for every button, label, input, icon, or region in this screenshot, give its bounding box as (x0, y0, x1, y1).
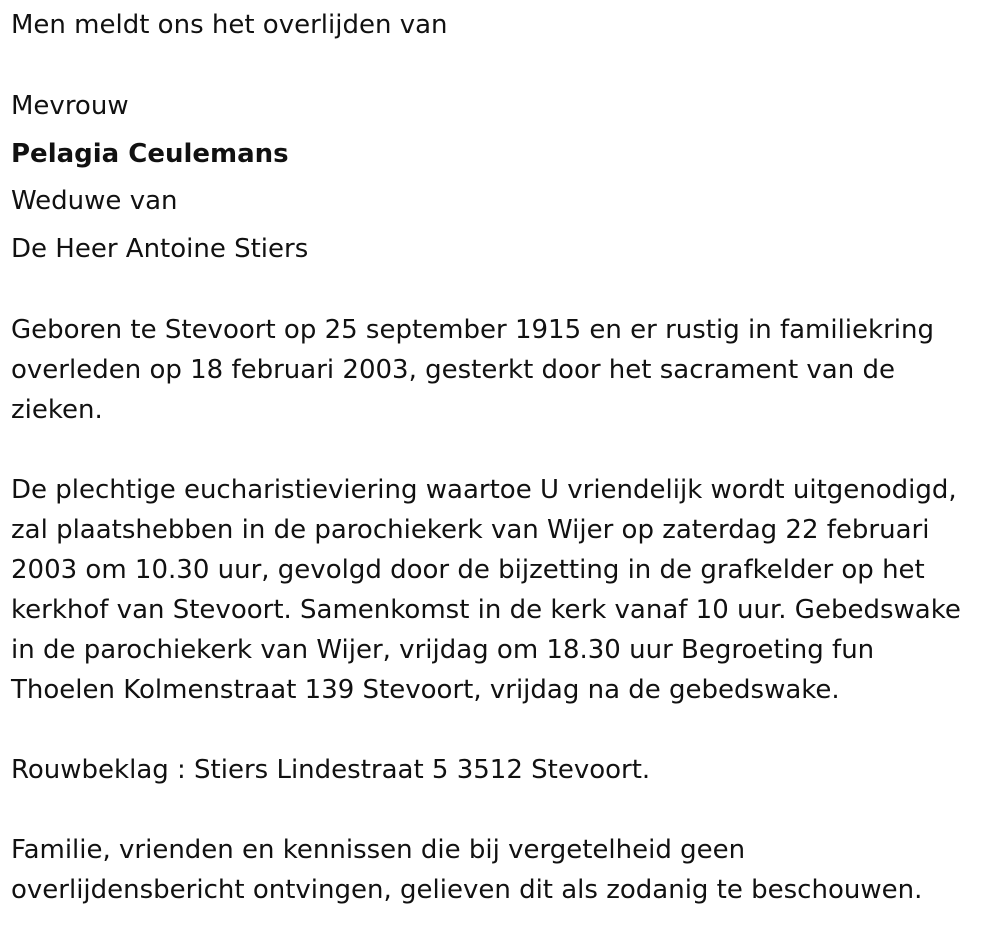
paragraph-line: kerkhof van Stevoort. Samenkomst in de kerk vanaf 10 uur. Gebedswake (11, 595, 961, 625)
paragraph-line: Thoelen Kolmenstraat 139 Stevoort, vrijdag na de gebedswake. (11, 675, 840, 705)
deceased-name: Pelagia Ceulemans (11, 139, 289, 169)
paragraph-line: in de parochiekerk van Wijer, vrijdag om 18.30 uur Begroeting fun (11, 635, 875, 665)
honorific: Mevrouw (11, 91, 129, 121)
relation-text: Weduwe van (11, 186, 178, 216)
paragraph-line: De plechtige eucharistieviering waartoe U vriendelijk wordt uitgenodigd, (11, 475, 957, 505)
condolence-address: Rouwbeklag : Stiers Lindestraat 5 3512 Stevoort. (11, 755, 651, 785)
paragraph-line: Geboren te Stevoort op 25 september 1915 en er rustig in familiekring (11, 315, 934, 345)
paragraph-line: overlijdensbericht ontvingen, gelieven dit als zodanig te beschouwen. (11, 875, 923, 905)
paragraph-line: overleden op 18 februari 2003, gesterkt door het sacrament van de (11, 355, 895, 385)
paragraph-line: 2003 om 10.30 uur, gevolgd door de bijzetting in de grafkelder op het (11, 555, 925, 585)
paragraph-line: Familie, vrienden en kennissen die bij vergetelheid geen (11, 835, 746, 865)
intro-text: Men meldt ons het overlijden van (11, 10, 448, 40)
paragraph-line: zieken. (11, 395, 103, 425)
spouse-name: De Heer Antoine Stiers (11, 234, 309, 264)
paragraph-line: zal plaatshebben in de parochiekerk van Wijer op zaterdag 22 februari (11, 515, 930, 545)
